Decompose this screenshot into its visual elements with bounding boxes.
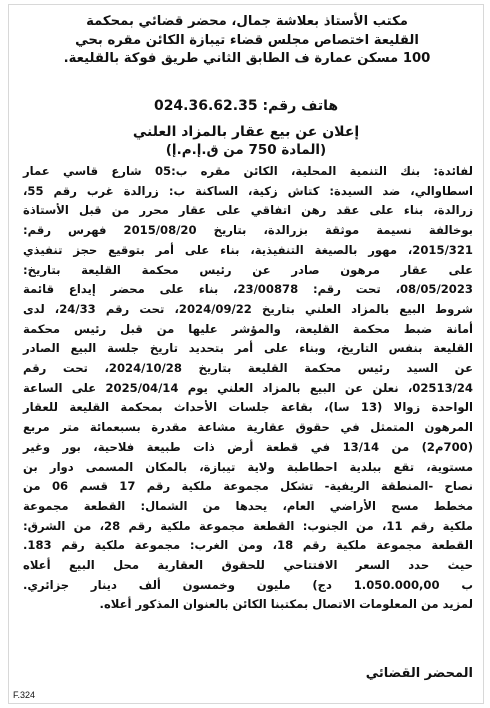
- header-line: مكتب الأستاذ بعلاشة جمال، محضر قضائي بمحكمة: [86, 14, 408, 29]
- legal-notice: [8, 4, 484, 704]
- body-line: (700م2) من 13/14 في قطعة أرض ذات طبيعة فلاحية، بور وغير: [23, 439, 474, 454]
- body-line: نصاح -المنطقة الريفية- تشكل مجموعة ملكية رقم 17 قسم 06 من: [23, 479, 473, 494]
- body-line: بوخالفة نسيمة موثقة بزرالدة، بتاريخ 2015/08/20 فهرس رقم:: [23, 223, 473, 238]
- notice-body: [23, 162, 473, 615]
- body-line: 2015/321، مهور بالصيغة التنفيذية، بناء على أمر بتوقيع حجز تنفيذي: [23, 242, 473, 257]
- header-line: القليعة اختصاص مجلس قضاء تيبازة الكائن مقره بحي: [75, 32, 419, 48]
- phone-label: هاتف رقم:: [262, 98, 339, 114]
- body-line: الواحدة زوالا (13 سا)، بقاعة جلسات الأحداث بمحكمة القليعة للعقار: [23, 400, 473, 415]
- bailiff-office-header: [21, 13, 473, 69]
- phone-number: 024.36.62.35: [153, 98, 258, 114]
- body-line: ب 1.050.000,00 دج) مليون وخمسون ألف دينار جزائري.: [23, 577, 473, 592]
- body-line: المرهون المتمثل في حقوق عقارية مشاعة مقدرة بسبعمائة متر مربع: [23, 420, 473, 435]
- body-line: مستوية، تقع ببلدية احطاطبة ولاية تيبازة، بالمكان المسمى دوار بن: [23, 459, 473, 474]
- body-line: مخطط مسح الأراضي العام، يحدها من الشمال: القطعة مجموعة: [23, 498, 473, 513]
- header-line: 100 مسكن عمارة ف الطابق الثاني طريق فوكة بالقليعة.: [63, 51, 431, 66]
- reference-code: F.324: [13, 690, 36, 700]
- notice-subtitle: (المادة 750 من ق.إ.م.إ): [165, 142, 327, 158]
- body-line: 02513/24، نعلن عن البيع بالمزاد العلني يوم 2025/04/14 على الساعة: [23, 380, 473, 395]
- body-line: ملكية رقم 11، من الجنوب: القطعة مجموعة ملكية رقم 28، من الشرق:: [23, 518, 473, 533]
- body-line: أمانة ضبط محكمة القليعة، والمؤشر عليها من قبل رئيس محكمة: [23, 321, 473, 336]
- notice-title: إعلان عن بيع عقار بالمزاد العلني: [132, 124, 360, 140]
- phone-line: [9, 97, 483, 115]
- body-line: 08/05/2023، تحت رقم: 23/00878، بناء على محضر إيداع قائمة: [23, 282, 473, 297]
- body-line: حيث حدد السعر الافتتاحي للحقوق العقارية محل البيع أعلاه: [23, 558, 473, 573]
- body-line: اسطاوالي، ضد السيدة: كتاش زكية، الساكنة ب: زرالدة غرب رقم 55،: [23, 183, 473, 198]
- body-line: شروط البيع بالمزاد العلني بتاريخ 2024/09/22، تحت رقم 24/33، لدى: [23, 301, 473, 316]
- bailiff-signature: المحضر القضائي: [365, 666, 473, 681]
- body-line: زرالدة، بناء على عقد رهن اتفاقي على عقار محرر من قبل الأستاذة: [23, 203, 473, 218]
- body-line: لفائدة: بنك التنمية المحلية، الكائن مقره ب:05 شارع قاسي عمار: [23, 164, 473, 178]
- body-line: لمزيد من المعلومات الاتصال بمكتبنا الكائن بالعنوان المذكور أعلاه.: [99, 597, 473, 612]
- body-line: القطعة مجموعة ملكية رقم 18، ومن الغرب: مجموعة ملكية رقم 183.: [23, 538, 473, 553]
- body-line: القليعة بنفس التاريخ، وبناء على أمر بتحديد تاريخ جلسة البيع الصادر: [23, 341, 473, 356]
- body-line: عن السيد رئيس محكمة القليعة بتاريخ 2024/10/28، تحت رقم: [23, 361, 473, 376]
- body-line: على عقار مرهون صادر عن رئيس محكمة القليعة بتاريخ:: [23, 262, 473, 277]
